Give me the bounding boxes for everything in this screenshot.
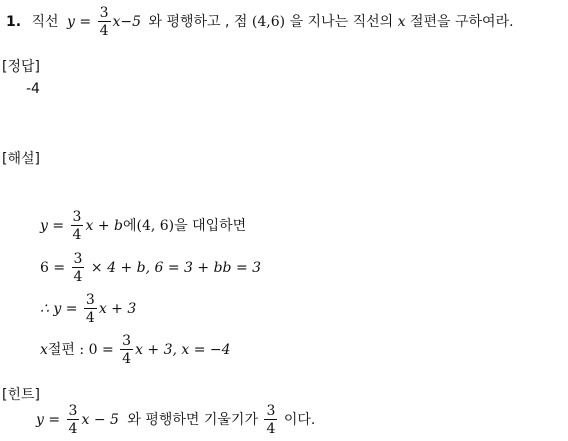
- fraction-denominator: 4: [85, 310, 95, 326]
- fraction-numerator: 3: [99, 5, 109, 21]
- hint-pre: y =: [36, 412, 61, 428]
- explanation-line-3: [40, 293, 136, 325]
- hint-fraction: [67, 404, 80, 436]
- hint-label: [힌트]: [2, 387, 40, 403]
- expl1-pre: y =: [40, 218, 65, 234]
- expl2-fraction: [72, 252, 85, 284]
- answer-value: -4: [26, 81, 40, 97]
- question-line: [6, 6, 514, 38]
- expl1-kor2: 을 대입하면: [174, 218, 247, 234]
- expl4-post: x + 3, x = −4: [135, 342, 231, 358]
- fraction-numerator: 3: [68, 403, 78, 419]
- expl2-post: × 4 + b, 6 = 3 + bb = 3: [90, 260, 262, 276]
- hint-fraction-2: [264, 404, 277, 436]
- expl4-fraction: [120, 334, 133, 366]
- fraction-numerator: 3: [122, 333, 132, 349]
- fraction-denominator: 4: [72, 227, 82, 243]
- question-number: 1.: [6, 14, 22, 30]
- expl1-post: x + b: [85, 218, 123, 234]
- question-text-c: 을 지나는 직선의: [289, 14, 394, 30]
- expl1-fraction: [71, 210, 84, 242]
- fraction-numerator: 3: [85, 292, 95, 308]
- explanation-label: [해설]: [2, 151, 40, 167]
- expl1-point: (4, 6): [136, 218, 175, 234]
- question-eq-lhs: y: [67, 14, 75, 30]
- question-eq-rest: x−5: [112, 14, 142, 30]
- expl3-post: x + 3: [98, 301, 137, 317]
- expl4-var: x: [40, 342, 48, 358]
- fraction-denominator: 4: [266, 421, 276, 437]
- hint-kor2: 이다.: [283, 412, 316, 428]
- question-text-b: 와 평행하고 , 점: [148, 14, 248, 30]
- question-eq-sign: =: [79, 14, 92, 30]
- fraction-denominator: 4: [122, 351, 132, 367]
- fraction-numerator: 3: [73, 251, 83, 267]
- answer-label: [정답]: [2, 59, 40, 75]
- expl1-kor1: 에: [122, 218, 137, 234]
- fraction-denominator: 4: [68, 421, 78, 437]
- fraction-numerator: 3: [266, 403, 276, 419]
- question-var: x: [397, 14, 406, 30]
- question-point: (4,6): [251, 14, 286, 30]
- expl4-pre: : 0 =: [79, 342, 114, 358]
- expl2-pre: 6 =: [40, 260, 66, 276]
- fraction-denominator: 4: [99, 23, 109, 39]
- question-text-a: 직선: [31, 14, 59, 30]
- expl4-kor: 절편: [47, 342, 75, 358]
- explanation-line-1: [40, 210, 246, 242]
- expl3-pre: ∴ y =: [40, 301, 78, 317]
- fraction-denominator: 4: [73, 269, 83, 285]
- explanation-line-2: [40, 252, 261, 284]
- fraction-numerator: 3: [72, 209, 82, 225]
- question-fraction: [98, 6, 111, 38]
- hint-kor1: 와 평행하면 기울기가: [127, 412, 258, 428]
- hint-post: x − 5: [81, 412, 119, 428]
- explanation-line-4: [40, 334, 231, 366]
- expl3-fraction: [84, 293, 97, 325]
- hint-line: [36, 404, 315, 436]
- question-text-d: 절편을 구하여라.: [409, 14, 514, 30]
